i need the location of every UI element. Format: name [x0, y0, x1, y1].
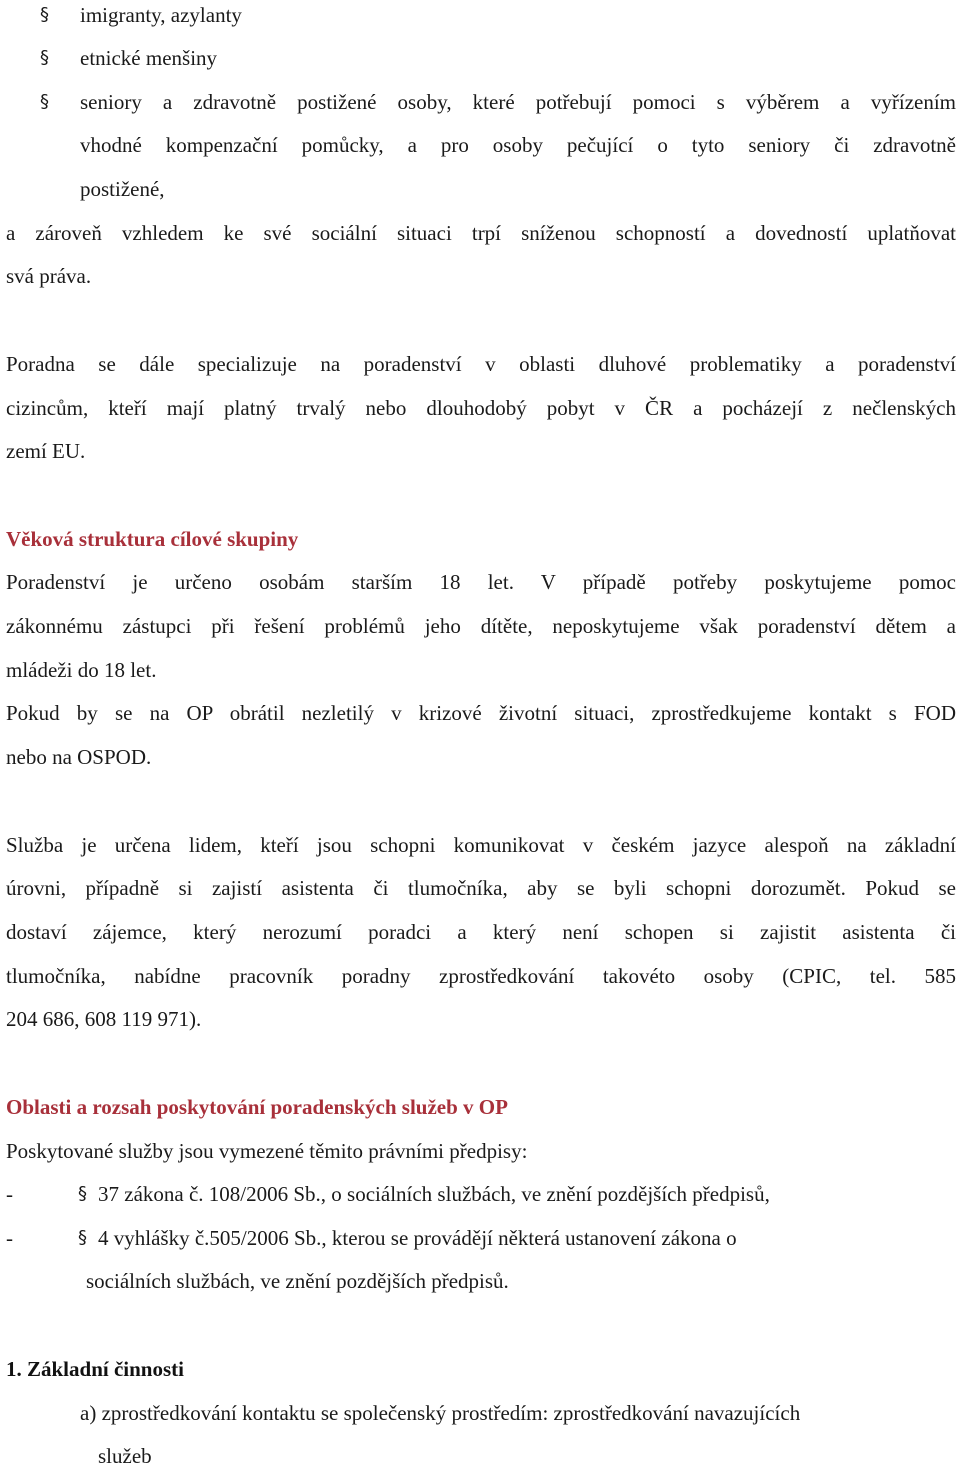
paragraph-age-line: mládeži do 18 let.	[6, 658, 157, 682]
paragraph-age-line: zákonnému zástupci při řešení problémů jeho dítěte, neposkytujeme však poradenství dětem a	[6, 614, 956, 638]
paragraph-language-line: dostaví zájemce, který nerozumí poradci a který není schopen si zajistit asistenta či	[6, 920, 956, 944]
bullet-item-seniors-line: seniory a zdravotně postižené osoby, které potřebují pomoci s výběrem a vyřízením	[80, 90, 956, 114]
paragraph-language-line: 204 686, 608 119 971).	[6, 1007, 202, 1031]
paragraph-scope-intro: Poskytované služby jsou vymezené těmito právními předpisy:	[6, 1139, 528, 1163]
paragraph-specialization-line: Poradna se dále specializuje na poradenství v oblasti dluhové problematiky a poradenství	[6, 352, 956, 376]
list-dash: -	[6, 1226, 13, 1250]
activity-a-line: a) zprostředkování kontaktu se společenský prostředím: zprostředkování navazujících	[80, 1401, 801, 1425]
paragraph-age-line: Poradenství je určeno osobám starším 18 let. V případě potřeby poskytujeme pomoc	[6, 570, 956, 594]
paragraph-specialization-line: zemí EU.	[6, 439, 86, 463]
section-bullet-icon: §	[40, 4, 49, 25]
bullet-item-seniors-line: postižené,	[80, 177, 165, 201]
paragraph-minor-line: nebo na OSPOD.	[6, 745, 152, 769]
heading-basic-activities: 1. Základní činnosti	[6, 1357, 184, 1381]
paragraph-language-line: Služba je určena lidem, kteří jsou schopni komunikovat v českém jazyce alespoň na základní	[6, 833, 956, 857]
paragraph-minor-line: Pokud by se na OP obrátil nezletilý v krizové životní situaci, zprostředkujeme kontakt s FOD	[6, 701, 956, 725]
bullet-item-seniors-line: vhodné kompenzační pomůcky, a pro osoby pečující o tyto seniory či zdravotně	[80, 133, 956, 157]
section-bullet-icon: §	[40, 91, 49, 112]
paragraph-specialization-line: cizincům, kteří mají platný trvalý nebo dlouhodobý pobyt v ČR a pocházejí z nečlenských	[6, 396, 956, 420]
section-mark-icon: §	[78, 1183, 87, 1204]
heading-service-scope: Oblasti a rozsah poskytování poradenských služeb v OP	[6, 1095, 508, 1119]
section-mark-icon: §	[78, 1227, 87, 1248]
section-bullet-icon: §	[40, 47, 49, 68]
paragraph-language-line: tlumočníka, nabídne pracovník poradny zprostředkování takovéto osoby (CPIC, tel. 585	[6, 964, 956, 988]
regulation-item-law: 37 zákona č. 108/2006 Sb., o sociálních službách, ve znění pozdějších předpisů,	[98, 1182, 770, 1206]
bullet-item-immigrants: imigranty, azylanty	[80, 3, 242, 27]
regulation-item-decree: 4 vyhlášky č.505/2006 Sb., kterou se provádějí některá ustanovení zákona o	[98, 1226, 737, 1250]
list-dash: -	[6, 1182, 13, 1206]
bullet-item-minorities: etnické menšiny	[80, 46, 218, 70]
paragraph-rights-line: a zároveň vzhledem ke své sociální situaci trpí sníženou schopností a dovedností uplatňovat	[6, 221, 956, 245]
paragraph-rights-line: svá práva.	[6, 264, 92, 288]
heading-age-structure: Věková struktura cílové skupiny	[6, 527, 299, 551]
paragraph-language-line: úrovni, případně si zajistí asistenta či tlumočníka, aby se byli schopni dorozumět. Pokud se	[6, 876, 956, 900]
regulation-item-decree-cont: sociálních službách, ve znění pozdějších předpisů.	[86, 1269, 509, 1293]
activity-a-line: služeb	[98, 1444, 152, 1468]
